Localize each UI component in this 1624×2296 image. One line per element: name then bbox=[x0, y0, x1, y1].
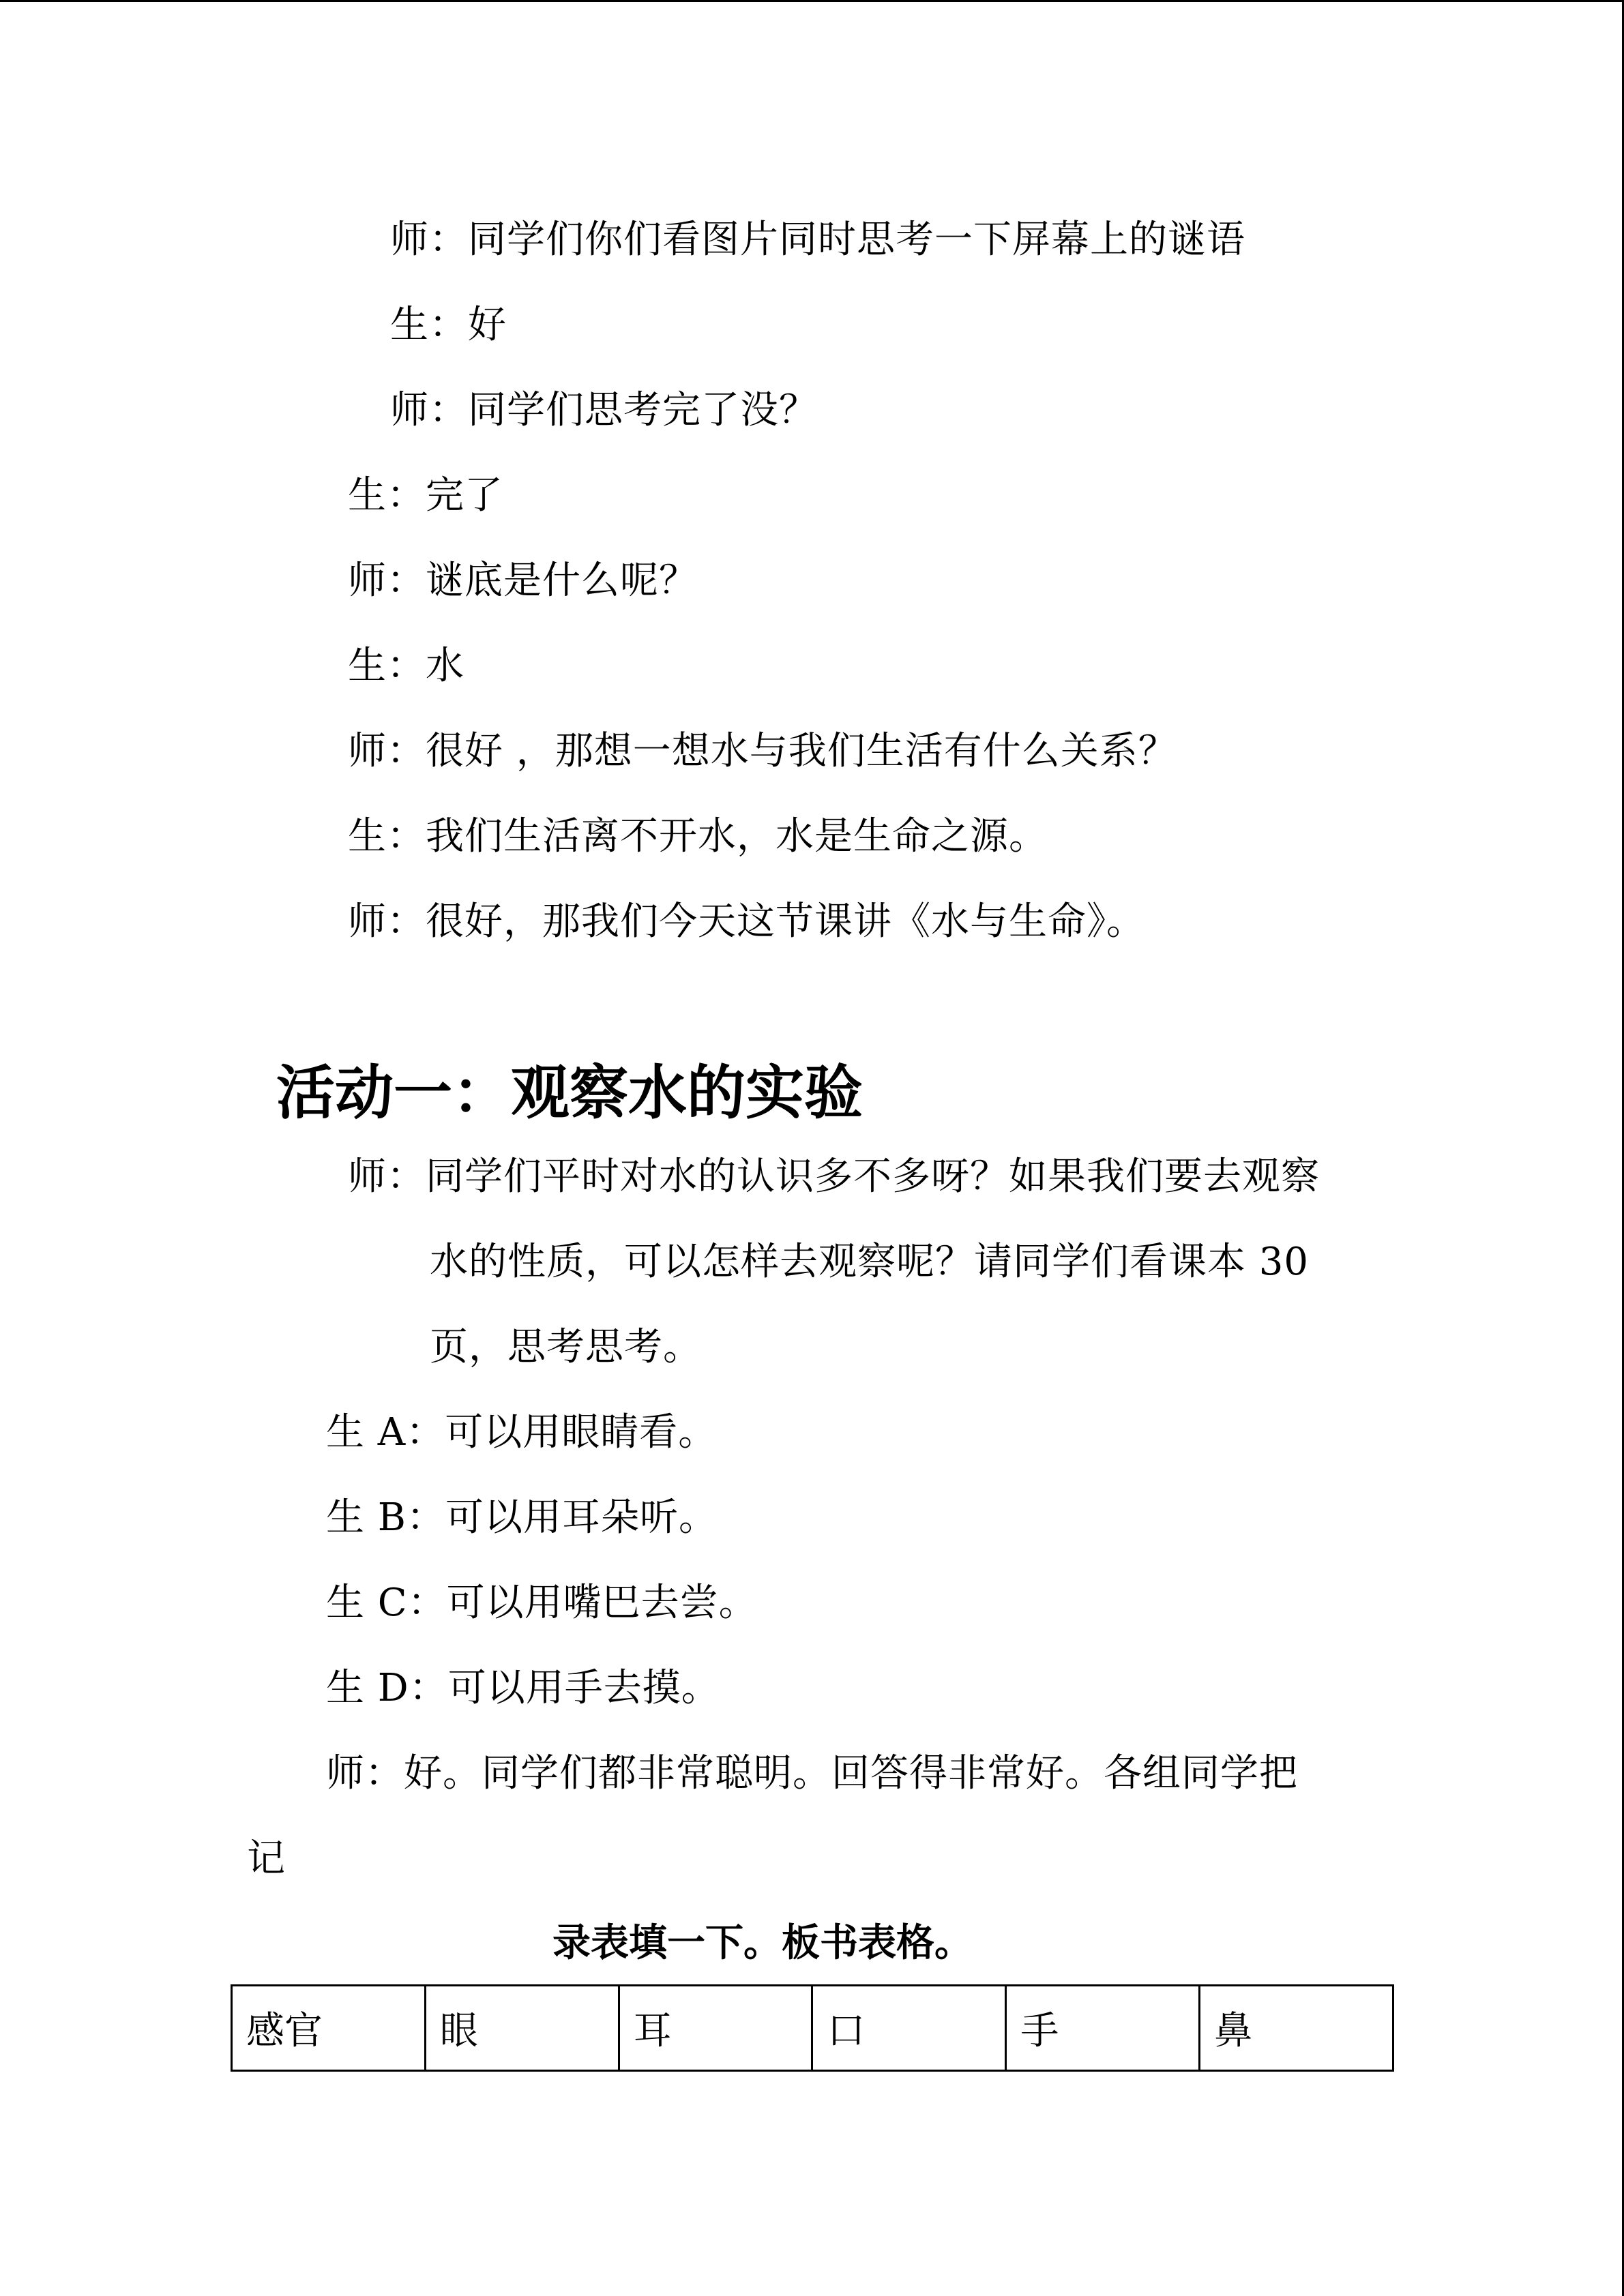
table-cell: 感官 bbox=[232, 1986, 426, 2071]
dialogue-line: 生：水 bbox=[348, 644, 464, 688]
activity-heading: 活动一：观察水的实验 bbox=[276, 1059, 863, 1127]
dialogue-line: 生：好 bbox=[390, 303, 507, 347]
table-cell: 鼻 bbox=[1200, 1986, 1393, 2071]
student-answer: 生 B：可以用耳朵听。 bbox=[326, 1495, 718, 1540]
dialogue-line: 师：谜底是什么呢？ bbox=[348, 558, 698, 603]
dialogue-line: 师：很好，那我们今天这节课讲《水与生命》。 bbox=[348, 899, 1145, 944]
dialogue-line: 生：我们生活离不开水，水是生命之源。 bbox=[348, 814, 1048, 859]
student-answer: 生 C：可以用嘴巴去尝。 bbox=[326, 1581, 758, 1625]
student-answer: 生 D：可以用手去摸。 bbox=[326, 1666, 720, 1710]
dialogue-line: 师：同学们思考完了没？ bbox=[390, 388, 818, 432]
table-cell: 耳 bbox=[619, 1986, 812, 2071]
senses-table bbox=[231, 1984, 1394, 2072]
table-cell: 口 bbox=[812, 1986, 1006, 2071]
table-row bbox=[232, 1986, 1393, 2071]
table-cell: 眼 bbox=[425, 1986, 619, 2071]
student-answer: 生 A：可以用眼睛看。 bbox=[326, 1410, 718, 1455]
dialogue-line: 师：很好 ，那想一想水与我们生活有什么关系？ bbox=[348, 729, 1177, 773]
table-caption: 录表填一下。板书表格。 bbox=[552, 1920, 973, 1965]
teacher-praise-line: 师：好。同学们都非常聪明。回答得非常好。各组同学把 bbox=[326, 1751, 1298, 1795]
teacher-praise-line: 记 bbox=[247, 1836, 286, 1881]
teacher-question-line: 师：同学们平时对水的认识多不多呀？如果我们要去观察 bbox=[348, 1154, 1320, 1199]
dialogue-line: 生：完了 bbox=[348, 473, 503, 518]
teacher-question-line: 水的性质，可以怎样去观察呢？请同学们看课本 30 bbox=[430, 1240, 1310, 1284]
page-border-top bbox=[0, 0, 1624, 2]
dialogue-line: 师：同学们你们看图片同时思考一下屏幕上的谜语 bbox=[390, 218, 1245, 262]
table-cell: 手 bbox=[1006, 1986, 1200, 2071]
teacher-question-line: 页，思考思考。 bbox=[430, 1325, 702, 1369]
